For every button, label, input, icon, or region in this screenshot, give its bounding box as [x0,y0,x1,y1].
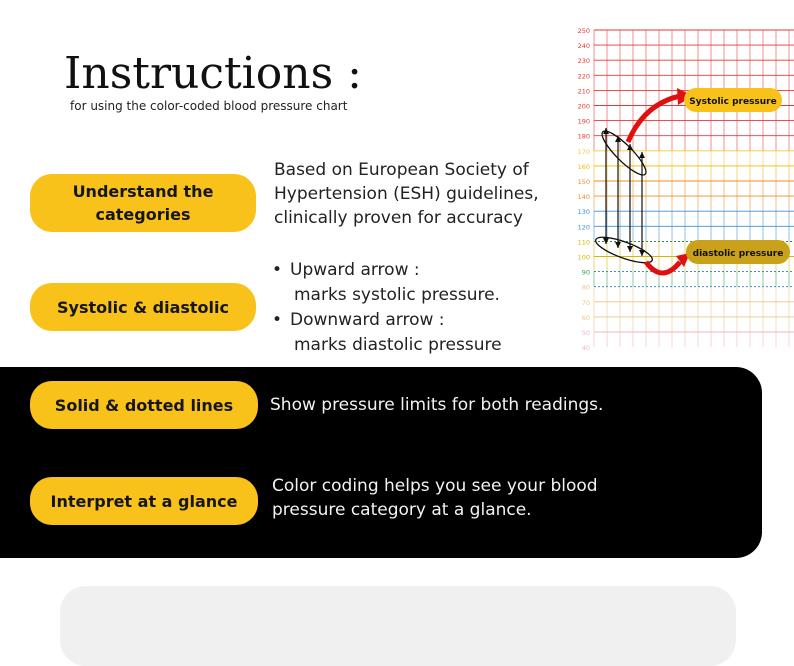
solid-dotted-lines-label: Solid & dotted lines [54,395,234,415]
up-arrow-icon [639,152,645,158]
interpret-glance-label: Interpret at a glance [50,491,238,511]
page-subtitle: for using the color-coded blood pressure chart [70,99,348,113]
list-item [272,308,502,333]
page-title: Instructions : [64,48,362,99]
y-tick-label: 190 [577,117,590,126]
text-line: Color coding helps you see your blood [272,476,598,496]
text-line: pressure category at a glance. [272,500,532,520]
y-tick-label: 180 [577,132,590,141]
y-tick-label: 200 [577,102,590,111]
systolic-label: Systolic pressure [689,97,777,107]
interpret-glance-pill [30,477,258,525]
text-line: Based on European Society of [274,160,529,180]
interpret-glance-text [272,474,598,522]
list-item [272,258,502,283]
bullet-title: Upward arrow : [290,260,420,280]
y-tick-label: 230 [577,57,590,66]
bottom-card [60,586,736,666]
bullet-detail: marks systolic pressure. [294,285,500,305]
y-tick-label: 220 [577,72,590,81]
bp-chart-illustration [566,16,794,354]
diastolic-annotation [593,232,790,273]
chart-grid [594,30,794,347]
y-tick-label: 100 [577,253,590,262]
bullet-detail: marks diastolic pressure [294,335,502,355]
text-line: clinically proven for accuracy [274,208,523,228]
bullet-icon: • [272,260,283,280]
understand-categories-label: Understand the categories [72,182,214,224]
y-tick-label: 240 [577,42,590,51]
solid-dotted-lines-text [270,393,603,417]
systolic-ellipse [597,126,651,180]
systolic-diastolic-pill [30,283,256,331]
reading-lines [603,128,645,256]
systolic-diastolic-label: Systolic & diastolic [56,297,229,317]
y-tick-label: 90 [581,268,590,277]
chart-y-ticks [578,27,590,352]
y-tick-label: 40 [581,344,590,353]
y-tick-label: 50 [581,329,590,337]
y-tick-label: 210 [577,87,590,96]
text-line: Hypertension (ESH) guidelines, [274,184,539,204]
y-tick-label: 80 [581,283,590,292]
y-tick-label: 110 [577,238,590,247]
bullet-title: Downward arrow : [290,310,445,330]
y-tick-label: 60 [581,313,590,322]
arrow-bullet-list [272,258,502,358]
text-line: Show pressure limits for both readings. [270,395,604,415]
understand-categories-pill [30,174,256,232]
y-tick-label: 130 [577,208,590,217]
y-tick-label: 250 [577,27,590,35]
bullet-icon: • [272,310,283,330]
y-tick-label: 150 [577,178,590,186]
down-arrow-icon [639,250,645,256]
y-tick-label: 120 [577,223,590,232]
y-tick-label: 170 [577,147,590,156]
diastolic-label: diastolic pressure [692,249,784,259]
y-tick-label: 160 [577,162,590,171]
solid-dotted-lines-pill [30,381,258,429]
y-tick-label: 140 [577,193,590,202]
down-arrow-icon [627,246,633,252]
understand-categories-text [274,158,539,230]
y-tick-label: 70 [581,298,590,307]
